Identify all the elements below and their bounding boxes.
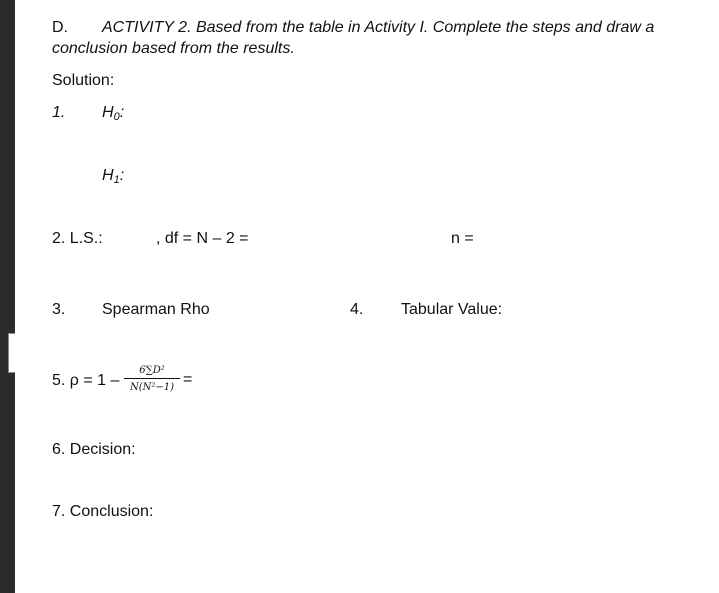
formula-equals: = [183, 371, 193, 388]
alternative-hypothesis-label: H1: [102, 167, 125, 186]
left-edge-tab [8, 333, 15, 373]
step4-number: 4. [350, 301, 364, 318]
step1-number: 1. [52, 104, 66, 121]
section-letter: D. [52, 19, 68, 36]
step6-decision: 6. Decision: [52, 441, 136, 458]
step3-number: 3. [52, 301, 66, 318]
left-window-edge [0, 0, 15, 593]
solution-label: Solution: [52, 72, 115, 89]
step2-sample-size: n = [451, 230, 474, 247]
step7-conclusion: 7. Conclusion: [52, 503, 154, 520]
null-hypothesis-label: H0: [102, 104, 125, 123]
step2-level-of-significance: 2. L.S.: [52, 230, 103, 247]
spearman-formula-fraction [124, 364, 180, 394]
step5-formula-lead: 5. ρ = 1 – [52, 372, 120, 389]
step3-spearman-rho: Spearman Rho [102, 301, 210, 318]
fraction-bar [124, 378, 180, 379]
activity-title-line1: ACTIVITY 2. Based from the table in Activity I. Complete the steps and draw a [102, 19, 655, 36]
formula-numerator: 6∑D² [139, 365, 165, 376]
step2-degrees-of-freedom: , df = N – 2 = [156, 230, 249, 247]
formula-denominator: N(N²−1) [129, 382, 175, 393]
step4-tabular-value: Tabular Value: [401, 301, 503, 318]
activity-title-line2: conclusion based from the results. [52, 40, 295, 57]
